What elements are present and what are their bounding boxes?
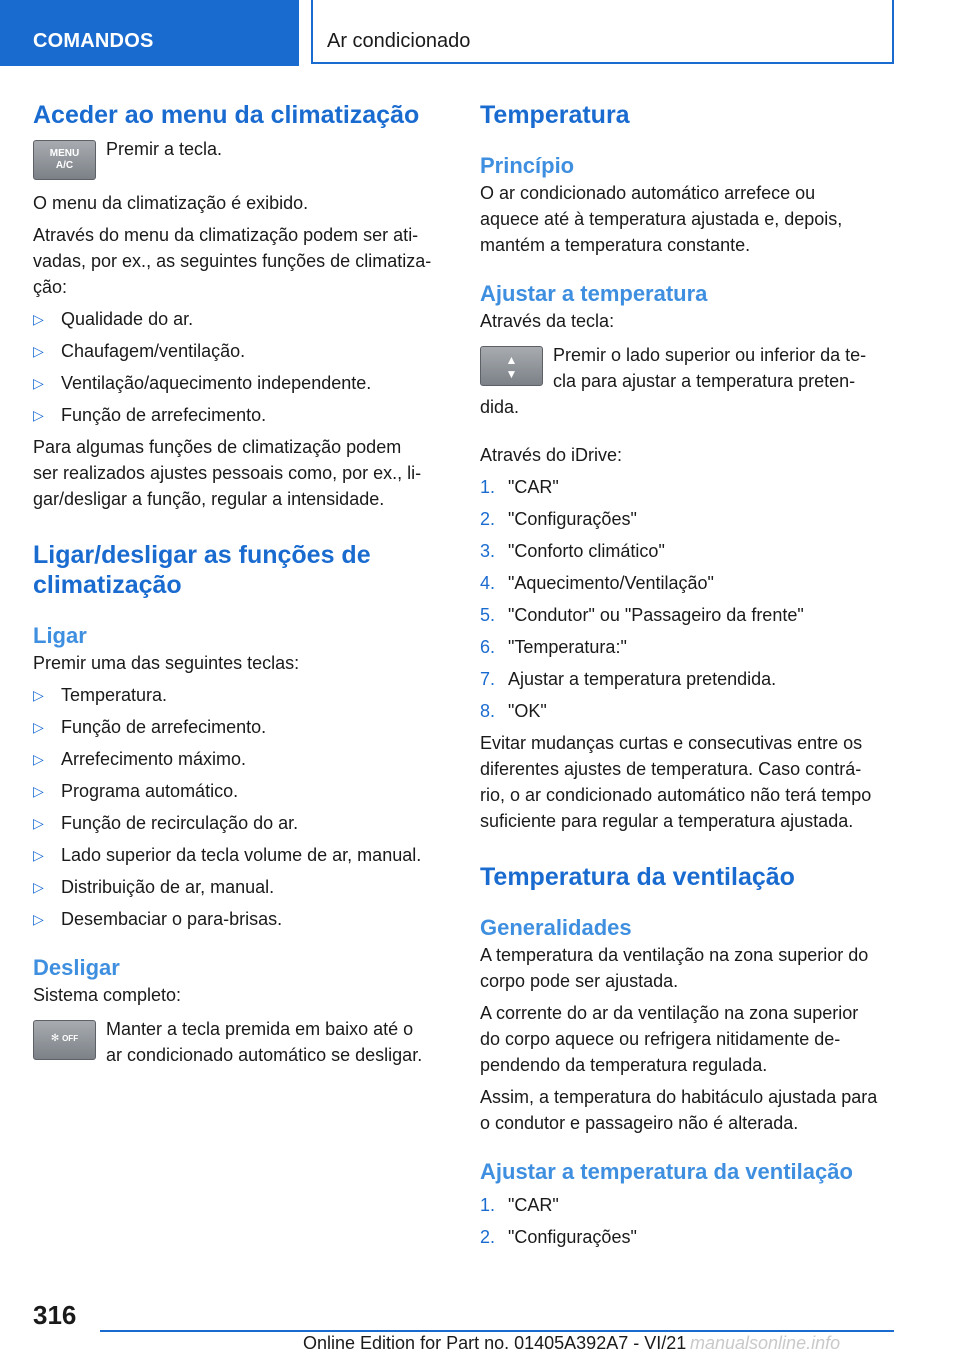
heading-onoff: Ligar/desligar as funções de climatização <box>33 541 371 599</box>
triangle-bullet-icon: ▷ <box>33 911 44 927</box>
list-item: ▷ Qualidade do ar. <box>33 306 451 332</box>
heading-access-menu: Aceder ao menu da climatização <box>33 101 420 129</box>
on-keys-list <box>33 682 451 932</box>
vent-steps-list <box>480 1192 898 1250</box>
idrive-steps-list <box>480 474 898 724</box>
list-item: ▷ Chaufagem/ventilação. <box>33 338 451 364</box>
list-item: ▷ Função de arrefecimento. <box>33 402 451 428</box>
heading-set-temperature: Ajustar a temperatura <box>480 281 708 306</box>
avoid-changes-text: Evitar mudanças curtas e consecutivas entre os diferentes ajustes de temperatura. Caso contrá- rio, o ar condicionado automático não terá tempo suficiente para regular a temperatura ajustada. <box>480 733 872 831</box>
list-item: 8. "OK" <box>480 701 547 721</box>
section-tab <box>0 0 299 66</box>
triangle-bullet-icon: ▷ <box>33 311 44 327</box>
via-idrive-text: Através do iDrive: <box>480 445 623 465</box>
triangle-bullet-icon: ▷ <box>33 719 44 735</box>
temp-up-down-key-icon: ▲ ▼ <box>480 346 543 386</box>
off-key-row <box>33 1016 451 1068</box>
off-instruction-text: Manter a tecla premida em baixo até o ar condicionado automático se desligar. <box>106 1019 423 1065</box>
triangle-bullet-icon: ▷ <box>33 751 44 767</box>
list-item: ▷ Ventilação/aquecimento independente. <box>33 370 451 396</box>
list-item: ▷ Função de arrefecimento. <box>33 714 451 740</box>
chapter-title: Ar condicionado <box>327 30 471 52</box>
on-intro-text: Premir uma das seguintes teclas: <box>33 653 300 673</box>
edition-text: Online Edition for Part no. 01405A392A7 - VI/21 <box>303 1333 687 1353</box>
via-key-text: Através da tecla: <box>480 311 615 331</box>
left-column <box>33 100 451 1068</box>
fan-off-key-icon: ✻ OFF <box>33 1020 96 1060</box>
press-key-text: Premir a tecla. <box>106 139 223 159</box>
list-item: ▷ Lado superior da tecla volume de ar, manual. <box>33 842 451 868</box>
list-item: ▷ Distribuição de ar, manual. <box>33 874 451 900</box>
off-intro-text: Sistema completo: <box>33 985 182 1005</box>
list-item: 2. "Configurações" <box>480 1227 637 1247</box>
triangle-bullet-icon: ▷ <box>33 375 44 391</box>
heading-on: Ligar <box>33 623 87 648</box>
triangle-bullet-icon: ▷ <box>33 407 44 423</box>
functions-list <box>33 306 451 428</box>
watermark: manualsonline.info <box>690 1333 841 1353</box>
heading-general: Generalidades <box>480 915 632 940</box>
heading-principle: Princípio <box>480 153 575 178</box>
temp-key-row <box>480 342 898 394</box>
heading-set-vent-temperature: Ajustar a temperatura da ventilação <box>480 1159 853 1184</box>
menu-key-row <box>33 136 451 182</box>
list-item: ▷ Programa automático. <box>33 778 451 804</box>
menu-functions-text: Através do menu da climatização podem ser ati- vadas, por ex., as seguintes funções de climatiza- ção: <box>33 225 432 297</box>
list-item: 7. Ajustar a temperatura pretendida. <box>480 669 777 689</box>
triangle-bullet-icon: ▷ <box>33 847 44 863</box>
personal-adjust-text: Para algumas funções de climatização podem ser realizados ajustes pessoais como, por ex., li- gar/desligar a função, regular a intensidade. <box>33 437 422 509</box>
heading-temperature: Temperatura <box>480 101 630 129</box>
list-item: 1. "CAR" <box>480 477 559 497</box>
heading-off: Desligar <box>33 955 120 980</box>
right-column <box>480 100 898 1250</box>
temp-key-text-cont: dida. <box>480 397 520 417</box>
section-title: COMANDOS <box>33 30 154 52</box>
triangle-bullet-icon: ▷ <box>33 879 44 895</box>
list-item: ▷ Arrefecimento máximo. <box>33 746 451 772</box>
list-item: ▷ Temperatura. <box>33 682 451 708</box>
chapter-tab <box>311 0 894 64</box>
heading-vent-temperature: Temperatura da ventilação <box>480 863 795 891</box>
general-text-1: A temperatura da ventilação na zona superior do corpo pode ser ajustada. <box>480 945 869 991</box>
menu-shown-text: O menu da climatização é exibido. <box>33 193 309 213</box>
list-item: 1. "CAR" <box>480 1195 559 1215</box>
triangle-bullet-icon: ▷ <box>33 343 44 359</box>
list-item: ▷ Desembaciar o para-brisas. <box>33 906 451 932</box>
menu-ac-key-icon: MENU A/C <box>33 140 96 180</box>
list-item: 4. "Aquecimento/Ventilação" <box>480 573 714 593</box>
triangle-bullet-icon: ▷ <box>33 815 44 831</box>
footer-divider <box>100 1330 894 1332</box>
list-item: 6. "Temperatura:" <box>480 637 627 657</box>
general-text-3: Assim, a temperatura do habitáculo ajustada para o condutor e passageiro não é alterada. <box>480 1087 878 1133</box>
list-item: 5. "Condutor" ou "Passageiro da frente" <box>480 605 804 625</box>
page-number: 316 <box>33 1300 77 1330</box>
principle-text: O ar condicionado automático arrefece ou aquece até à temperatura ajustada e, depois, mantém a temperatura constante. <box>480 183 843 255</box>
list-item: 3. "Conforto climático" <box>480 541 665 561</box>
list-item: 2. "Configurações" <box>480 509 637 529</box>
temp-key-text: Premir o lado superior ou inferior da te- cla para ajustar a temperatura preten- <box>553 345 867 391</box>
general-text-2: A corrente do ar da ventilação na zona superior do corpo aquece ou refrigera nitidamente de- pendendo da temperatura regulada. <box>480 1003 859 1075</box>
list-item: ▷ Função de recirculação do ar. <box>33 810 451 836</box>
triangle-bullet-icon: ▷ <box>33 783 44 799</box>
triangle-bullet-icon: ▷ <box>33 687 44 703</box>
